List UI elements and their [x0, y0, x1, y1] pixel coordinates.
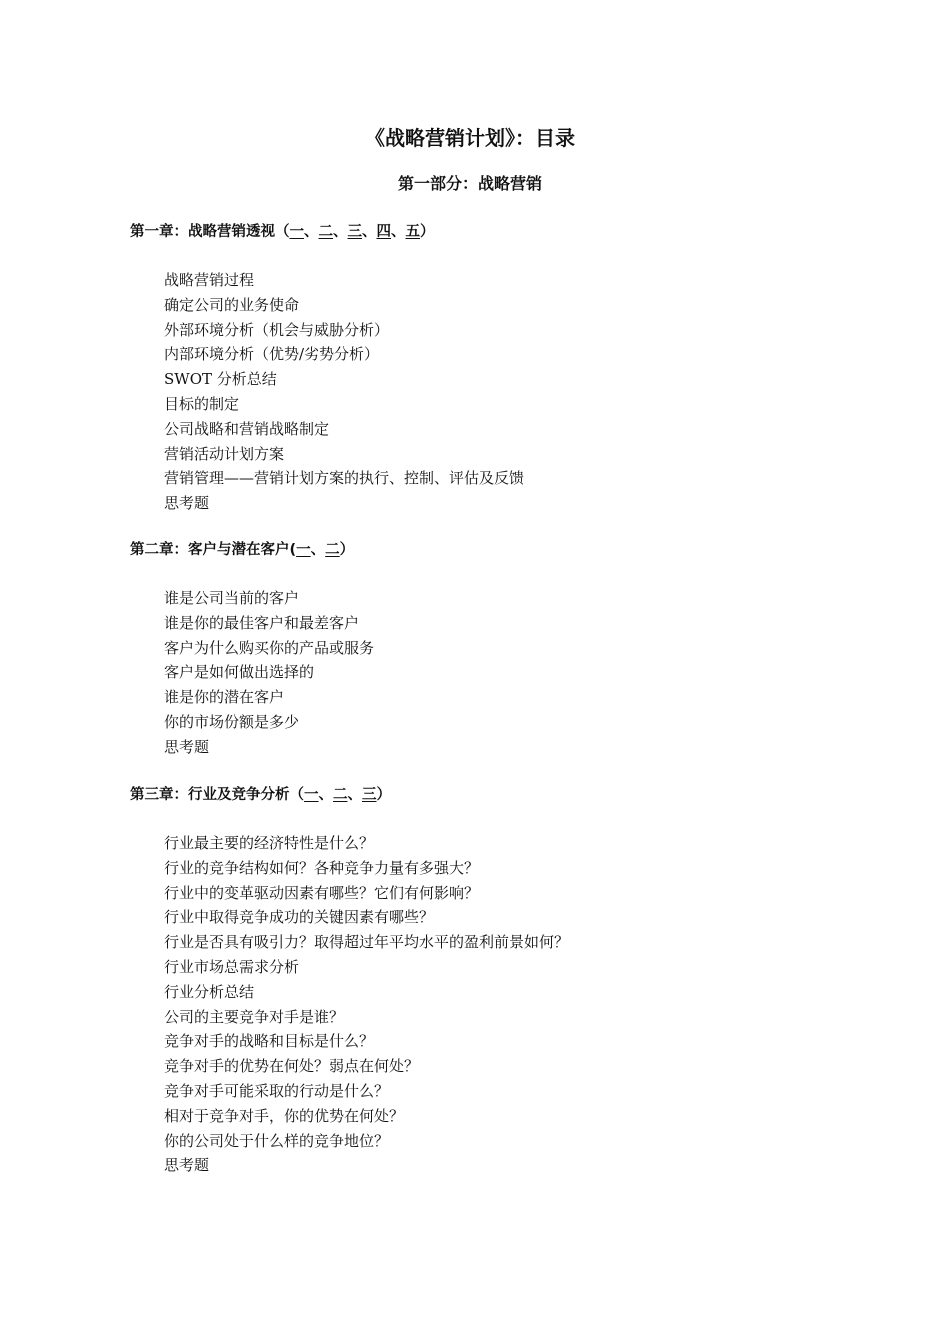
section-link[interactable]: 五	[405, 224, 420, 240]
toc-entry: 竞争对手的优势在何处？弱点在何处？	[164, 1057, 420, 1076]
heading-close-paren: ）	[376, 787, 391, 803]
toc-entry: 外部环境分析（机会与威胁分析）	[164, 320, 390, 339]
toc-entry: 客户是如何做出选择的	[164, 663, 315, 682]
heading-separator: 、	[391, 224, 406, 240]
section-link[interactable]: 一	[296, 542, 311, 558]
toc-entry: 谁是公司当前的客户	[164, 589, 300, 607]
toc-entry: 谁是你的潜在客户	[164, 688, 285, 707]
toc-entry: 营销活动计划方案	[164, 444, 285, 463]
toc-entry: 行业中的变革驱动因素有哪些？它们有何影响？	[164, 883, 480, 902]
toc-entry: 公司战略和营销战略制定	[164, 419, 330, 438]
toc-entry: 你的市场份额是多少	[164, 712, 300, 731]
chapter-heading	[130, 784, 830, 806]
toc-entry: 竞争对手的战略和目标是什么？	[164, 1032, 375, 1051]
toc-entry: 行业分析总结	[164, 982, 255, 1001]
chapter-item-list	[164, 268, 830, 516]
section-link[interactable]: 一	[289, 224, 304, 240]
toc-entry: 行业最主要的经济特性是什么？	[164, 834, 375, 852]
chapter-item-list	[164, 586, 830, 760]
toc-entry: 确定公司的业务使命	[164, 295, 300, 314]
toc-entry: 目标的制定	[164, 394, 240, 413]
chapter-3	[130, 784, 830, 1178]
toc-entry: 战略营销过程	[164, 271, 255, 289]
chapter-section-links	[290, 542, 355, 558]
heading-open-paren: (	[289, 542, 297, 558]
heading-open-paren: （	[275, 224, 290, 240]
toc-entry: 思考题	[164, 737, 210, 756]
toc-entry: 客户为什么购买你的产品或服务	[164, 638, 375, 657]
toc-entry: 谁是你的最佳客户和最差客户	[164, 613, 360, 632]
toc-entry: 思考题	[164, 1156, 210, 1175]
section-link[interactable]: 三	[362, 787, 377, 803]
section-link[interactable]: 一	[304, 787, 319, 803]
section-link[interactable]: 二	[325, 542, 340, 558]
chapter-title: 第三章：行业及竞争分析	[130, 787, 290, 803]
chapter-item-list	[164, 831, 830, 1178]
heading-close-paren: ）	[420, 224, 435, 240]
heading-close-paren: ）	[339, 542, 355, 558]
chapter-section-links	[290, 787, 392, 803]
chapter-heading	[130, 539, 830, 561]
section-link[interactable]: 四	[376, 224, 391, 240]
toc-entry: 行业中取得竞争成功的关键因素有哪些？	[164, 908, 435, 927]
toc-entry: 营销管理——营销计划方案的执行、控制、评估及反馈	[164, 469, 525, 488]
chapter-title: 第一章：战略营销透视	[130, 224, 275, 240]
heading-separator: 、	[304, 224, 319, 240]
section-link[interactable]: 二	[318, 224, 333, 240]
heading-separator: 、	[347, 787, 362, 803]
heading-separator: 、	[333, 224, 348, 240]
chapter-heading	[130, 221, 830, 243]
toc-entry: 行业市场总需求分析	[164, 957, 300, 976]
heading-open-paren: （	[289, 787, 304, 803]
section-link[interactable]: 三	[347, 224, 362, 240]
heading-separator: 、	[362, 224, 377, 240]
chapter-title: 第二章：客户与潜在客户	[130, 542, 290, 558]
toc-entry: SWOT 分析总结	[164, 370, 277, 389]
heading-separator: 、	[318, 787, 333, 803]
toc-entry: 行业的竞争结构如何？各种竞争力量有多强大？	[164, 858, 480, 877]
toc-entry: 竞争对手可能采取的行动是什么？	[164, 1081, 390, 1100]
part-title: 第一部分：战略营销	[397, 174, 542, 193]
chapter-1	[130, 221, 830, 516]
heading-separator: 、	[310, 542, 326, 558]
document-title: 《战略营销计划》：目录	[365, 126, 575, 150]
toc-entry: 相对于竞争对手，你的优势在何处？	[164, 1106, 405, 1125]
toc-entry: 你的公司处于什么样的竞争地位？	[164, 1131, 390, 1150]
toc-entry: 内部环境分析（优势/劣势分析）	[164, 345, 380, 364]
section-link[interactable]: 二	[333, 787, 348, 803]
toc-entry: 行业是否具有吸引力？取得超过年平均水平的盈利前景如何？	[164, 933, 570, 952]
chapter-section-links	[275, 224, 435, 240]
toc-entry: 公司的主要竞争对手是谁？	[164, 1007, 345, 1026]
toc-entry: 思考题	[164, 494, 210, 513]
chapter-2	[130, 539, 830, 760]
